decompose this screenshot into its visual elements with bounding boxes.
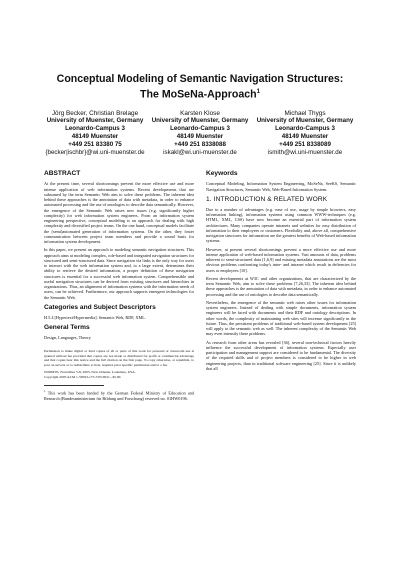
intro-paragraph-5: As research from other areas has revealed [36], several non-technical factors heavily influence the successful development of information systems. Especially user participation and management support are considered to be fundamental. The diversity of the required skills and of project members is considered to be higher in web engineering projects, than in traditional software engineering [25]. Since it is unlikely that all — [206, 339, 356, 371]
author-affiliation: University of Muenster, Germany — [256, 117, 354, 125]
author-city: 48149 Muenster — [71, 132, 119, 140]
copyright-line: Copyright 2005 ACM 1-59593-175-7/05/0011...$5.00. — [44, 374, 122, 379]
general-terms-heading: General Terms — [44, 324, 90, 332]
author-block — [44, 110, 356, 157]
conference-line: WIDM'05, November 5-8, 2005, New Orleans, Louisiana, USA. — [44, 370, 136, 375]
author-email[interactable]: ismith@wi.uni-muenster.de — [267, 148, 343, 156]
author-affiliation: University of Muenster, Germany — [46, 117, 144, 125]
author-3 — [254, 110, 356, 157]
author-street: Leonardo-Campus 3 — [65, 125, 125, 133]
author-street: Leonardo-Campus 3 — [275, 125, 335, 133]
intro-paragraph-2: However, at present several shortcomings prevent a more effective use and more intense application of web-based information systems. Vast amounts of data, problems inherent to semi-structured data [1,6,9] and missing metadata annotations are the most obvious problems confronting today's inter- and intranet which result in defiencies for users or employees [10]. — [206, 246, 356, 273]
author-1 — [44, 110, 146, 157]
footnote-mark: 1 — [44, 389, 46, 394]
author-phone: +449 251 8338088 — [174, 140, 226, 148]
section-1-heading: 1. INTRODUCTION & RELATED WORK — [206, 195, 328, 203]
author-city: 48149 Muenster — [176, 132, 224, 140]
keywords-text: Conceptual Modeling, Information System Engineering, MoSeNa, SeeKS, Semantic Navigation Structures, Semantic Web, Web-Based Information System. — [206, 181, 356, 192]
permission-notice: Permission to make digital or hard copies of all or parts of this work for personal or classroom use is granted without fee provided that copies are not made or distributed for profit or commercial advantage and that copies bear this notice and the full citation on the first page. To copy otherwise, or republish, to post on servers or to redistribute to lists, requires prior specific permission and/or a fee. — [44, 349, 194, 367]
left-column — [44, 166, 194, 404]
title-line-2: The MoSeNa-Approach — [140, 88, 257, 101]
footnote — [44, 389, 194, 401]
permission-block — [44, 349, 194, 379]
author-affiliation: University of Muenster, Germany — [151, 117, 249, 125]
abstract-heading: ABSTRACT — [44, 170, 81, 178]
abstract-paragraph-2: In this paper, we present an approach to modeling semantic navigation structures. This approach aims at modeling complex, role-based and integrated navigation structures for structured and semi-structured data. Since navigation via links is the only way for users to interact with the web information system and, to a large extent, determines their ability to retrieve the desired information, a proper definition of these navigation structures is essential for a successful web information system. Comprehensible and useful navigation structures can be derived from existing structures and hierarchies in organizations. Thus, an alignment of information systems with the information needs of users, can be achieved. Furthermore, our approach supports emergent technologies for the Semantic Web. — [44, 247, 194, 300]
categories-heading: Categories and Subject Descriptors — [44, 303, 156, 311]
footnote-text: This work has been funded by the German Federal Ministry of Education and Research (Bundesministerium für Bildung und Forschung) reserved no. 01HW0196. — [44, 390, 194, 401]
author-names: Jörg Becker, Christian Brelage — [51, 109, 139, 117]
author-phone: +449 251 83380 75 — [68, 140, 122, 148]
intro-paragraph-3: Recent developments at W3C and other organizations, that are characterized by the term Semantic Web, aim to solve these problems [7,26,33]. The inherent idea behind these approaches is the annotation of data with metadata, in order to enhance automated processing and the use of ontologies to describe data semantically. — [206, 275, 356, 297]
footnote-divider — [44, 385, 104, 386]
author-street: Leonardo-Campus 3 — [170, 125, 230, 133]
intro-paragraph-4: Nevertheless, the emergence of the semantic web raises other issues for information system engineers. Instead of dealing with simple documents, information system engineers will be faced with documents and their RDF and ontology descriptions. In other words, the complexity of maintaining web sites will increase significantly in the future. Thus, the persistent problems of traditional web-based system development [25] will apply to the semantic web as well. The inherent complexity of the Semantic Web may even intensify these problems. — [206, 299, 356, 337]
author-names: Michael Thygs — [284, 109, 326, 117]
keywords-heading: Keywords — [206, 170, 238, 178]
title-line-1: Conceptual Modeling of Semantic Navigation Structures: — [56, 73, 344, 85]
author-phone: +449 251 8338089 — [279, 140, 331, 148]
author-email[interactable]: iskakl@wi.uni-muenster.de — [163, 148, 237, 156]
intro-paragraph-1: Due to a number of advantages (e.g. ease of use, usage by simple browsers, easy information linking), information systems using common WWW-techniques (e.g. HTML, XML, CSS) have now become an essential part of information system architectures. Many companies operate intranets and websites for easy distribution of information to their employees or customers. Flexibility and, above all, comprehensive navigation structures for information are the greatest benefits of Web-based information systems. — [206, 206, 356, 244]
paper-title — [44, 0, 356, 102]
categories-text: H.5.4 [Hypertext/Hypermedia]: Semantic Web, RDF, XML. — [44, 314, 146, 320]
author-city: 48149 Muenster — [281, 132, 329, 140]
title-footnote-mark: 1 — [256, 89, 260, 95]
author-email[interactable]: {becker|ischbr}@wi.uni-muenster.de — [45, 148, 145, 156]
author-2 — [149, 110, 251, 157]
right-column — [206, 166, 356, 404]
author-names: Karsten Klose — [180, 109, 220, 117]
body-columns — [44, 166, 356, 404]
general-terms-text: Design, Languages, Theory — [44, 335, 91, 341]
abstract-paragraph-1: At the present time, several shortcomings prevent the more effective use and more intense application of web information systems. Recent developments that are subsumed by the term Semantic Web aim to solve these problems. The inherent idea behind these approaches is the annotation of data with metadata, in order to enhance automated processing and the use of ontologies to describe data semantically. However, the emergence of the Semantic Web raises new issues (e.g. significantly higher complexity) for web information system engineers. From an information system engineering perspective, conceptual modeling is an approach for dealing with high complexity and diversified project teams. On the one hand, conceptual models facilitate the (semi)automated generation of information systems. On the other, they foster communication between project team members and provide a sound basis for information system development. — [44, 181, 194, 245]
